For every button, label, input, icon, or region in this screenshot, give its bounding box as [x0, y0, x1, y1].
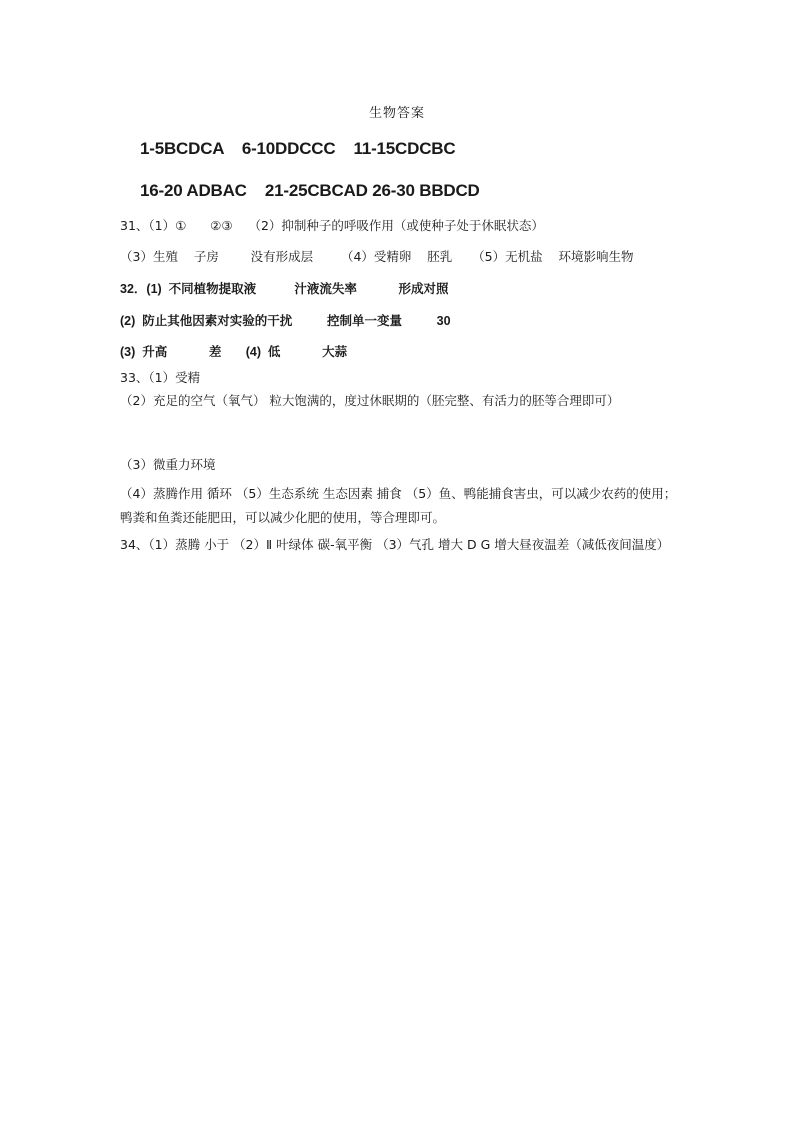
- q33-paragraph-4: （4）蒸腾作用 循环 （5）生态系统 生态因素 捕食 （5）鱼、鸭能捕食害虫，可以减少农药的使用；鸭粪和鱼粪还能肥田，可以减少化肥的使用，等合理即可。: [120, 486, 677, 525]
- answer-key-line-1: 1-5BCDCA 6-10DDCCC 11-15CDCBC: [140, 139, 456, 158]
- answer-key-line-2: 16-20 ADBAC 21-25CBCAD 26-30 BBDCD: [140, 181, 480, 200]
- q34-paragraph: 34、（1）蒸腾 小于 （2）Ⅱ 叶绿体 碳-氧平衡 （3）气孔 增大 D G 增大昼夜温差（减低夜间温度）: [120, 537, 670, 552]
- q33-paragraph-2: （2）充足的空气（氧气） 粒大饱满的，度过休眠期的（胚完整、有活力的胚等合理即可）: [120, 393, 620, 408]
- q32-line-2: (2) 防止其他因素对实验的干扰 控制单一变量 30: [120, 314, 451, 328]
- q31-line-2: （3）生殖 子房 没有形成层 （4）受精卵 胚乳 （5）无机盐 环境影响生物: [120, 249, 634, 264]
- q33-line-3: （3）微重力环境: [120, 457, 216, 472]
- q32-line-3: (3) 升高 差 (4) 低 大蒜: [120, 345, 348, 359]
- q31-line-1: 31、（1）① ②③ （2）抑制种子的呼吸作用（或使种子处于休眠状态）: [120, 218, 544, 233]
- document-title: 生物答案: [368, 106, 425, 121]
- q32-line-1: 32．(1) 不同植物提取液 汁液流失率 形成对照: [120, 282, 449, 296]
- q33-line-1: 33、（1）受精: [120, 370, 201, 385]
